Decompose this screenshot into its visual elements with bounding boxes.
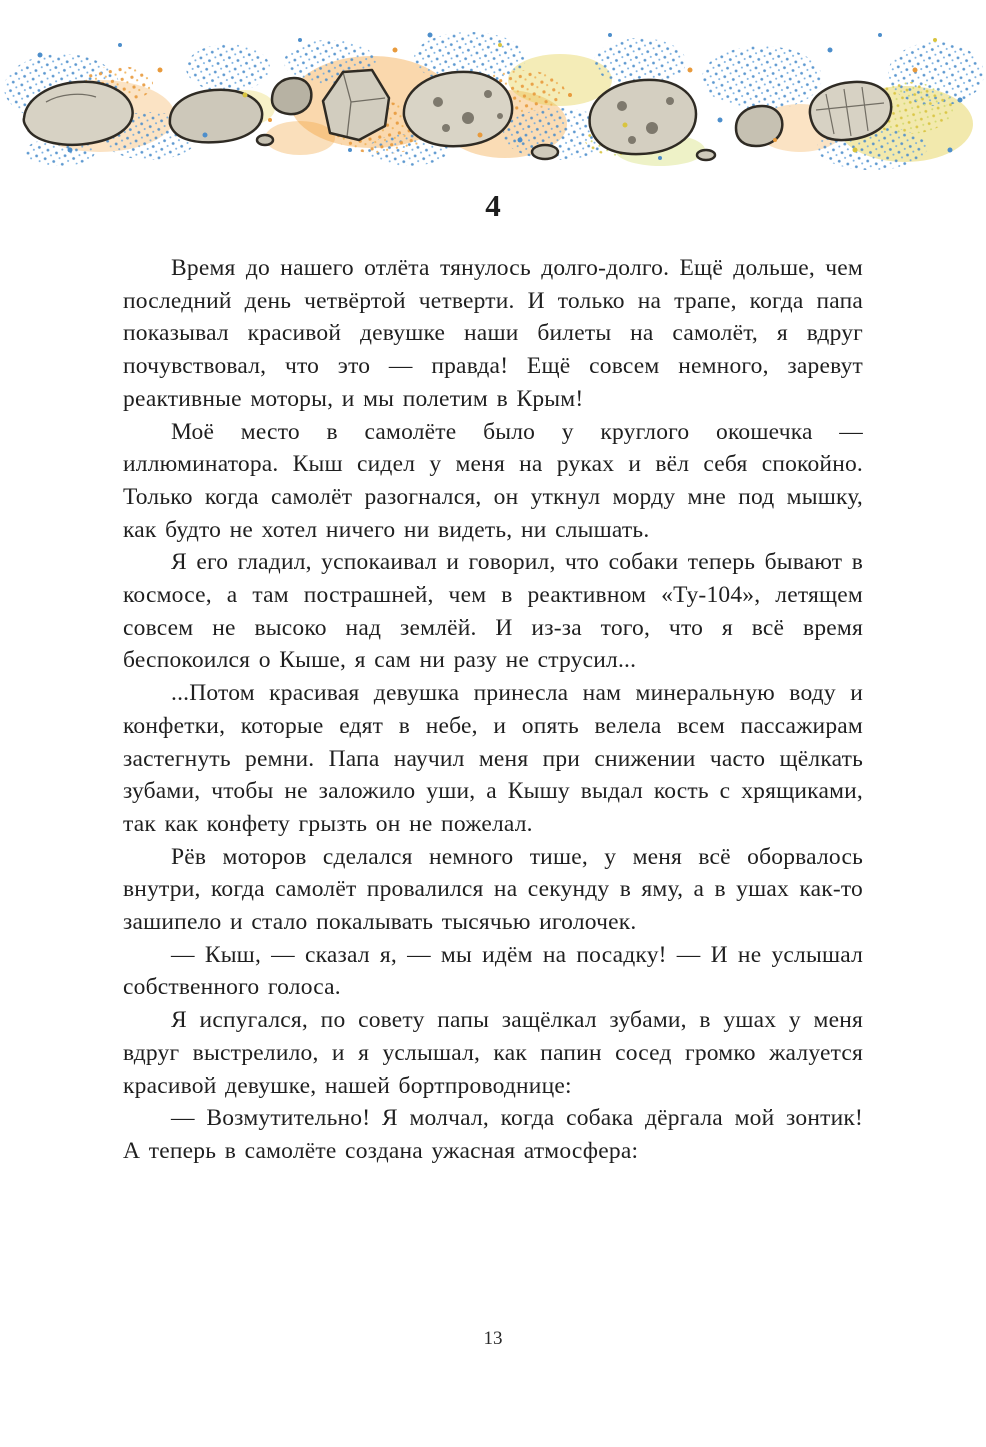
paragraph: Я испугался, по совету папы защёлкал зубами, в ушах у меня вдруг выстрелило, и я услышал, как папин сосед громко жалуется красивой девушке, нашей бортпроводнице: [123, 1007, 863, 1099]
paragraph: Моё место в самолёте было у круглого окошечка — иллюминатора. Кыш сидел у меня на руках и вёл себя спокойно. Только когда самолёт разогнался, он уткнул морду мне под мышку, как будто не хотел ничего ни видеть, ни слышать. [123, 418, 863, 543]
stones-illustration [0, 0, 986, 185]
paragraph: Рёв моторов сделался немного тише, у меня всё оборвалось внутри, когда самолёт провалился на секунду в яму, а в ушах как-то зашипело и стало покалывать тысячью иголочек. [123, 843, 863, 936]
paragraph: Время до нашего отлёта тянулось долго-долго. Ещё дольше, чем последний день четвёртой четверти. И только на трапе, когда папа показывал красивой девушке наши билеты на самолёт, я вдруг почувствовал, что это — правда! Ещё совсем немного, заревут реактивные моторы, и мы полетим в Крым! [123, 255, 863, 412]
paragraph: Я его гладил, успокаивал и говорил, что собаки теперь бывают в космосе, а там пострашней, чем в реактивном «Ту-104», летящем совсем не высоко над землёй. И из-за того, что я всё время беспокоился о Кыше, я сам ни разу не струсил... [123, 549, 863, 674]
text-block [123, 252, 863, 1168]
stones-watercolor-svg [0, 0, 986, 185]
paragraph-dialogue: — Возмутительно! Я молчал, когда собака дёргала мой зонтик! А теперь в самолёте создана ужасная атмосфера: [123, 1105, 863, 1164]
chapter-number: 4 [485, 188, 501, 223]
paragraph: ...Потом красивая девушка принесла нам минеральную воду и конфетки, которые едят в небе, и опять велела всем пассажирам застегнуть ремни. Папа научил меня при снижении часто щёлкать зубами, чтобы не заложило уши, а Кышу выдал кость с хрящиками, так как конфету грызть он не пожелал. [123, 680, 863, 837]
page-number: 13 [483, 1328, 503, 1349]
paragraph-dialogue: — Кыш, — сказал я, — мы идём на посадку! — И не услышал собственного голоса. [123, 941, 863, 1001]
